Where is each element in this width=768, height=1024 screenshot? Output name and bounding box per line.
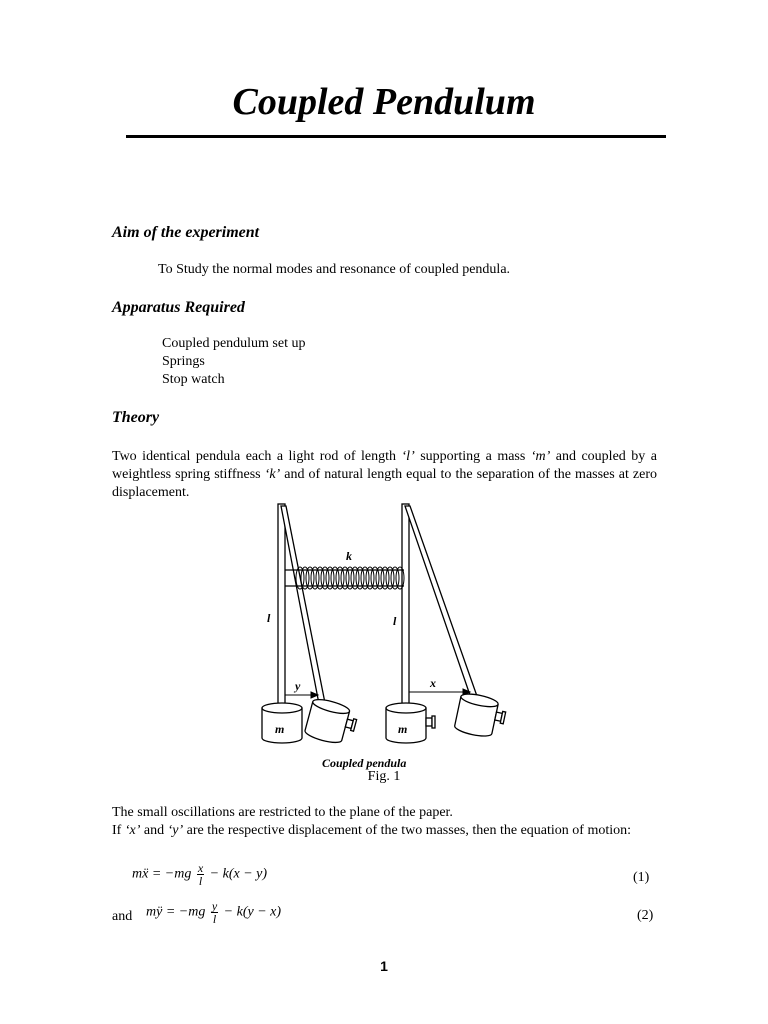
left-stand-post <box>278 504 285 706</box>
label-l-right: l <box>393 614 397 628</box>
coupled-pendulum-figure <box>250 500 520 772</box>
figure-caption: Coupled pendula <box>322 756 407 770</box>
symbol-x: ‘x’ <box>124 823 141 838</box>
page-number: 1 <box>380 958 388 974</box>
label-m-left: m <box>275 722 285 736</box>
fraction: $\frac{y}{l}$ <box>211 899 218 926</box>
right-swinging-bob <box>454 692 508 741</box>
theory-text: Two identical pendula each a light rod of length <box>112 449 402 464</box>
motion-sentence-1: The small oscillations are restricted to the plane of the paper. <box>112 805 453 820</box>
label-k: k <box>346 549 352 563</box>
apparatus-item: Coupled pendulum set up <box>162 336 306 351</box>
equation-1: mẍ = −mg $\frac{x}{l}$ − k(x − y) <box>132 861 268 888</box>
theory-text: and of natural length equal to the separation of the masses at zero displacement. <box>112 467 658 500</box>
motion-paragraph <box>112 804 657 840</box>
symbol-m: ‘m’ <box>530 449 551 464</box>
theory-paragraph <box>112 448 657 502</box>
theory-text: supporting a mass <box>414 449 531 464</box>
theory-heading: Theory <box>112 409 160 426</box>
left-pendulum-rod <box>281 506 325 704</box>
aim-heading: Aim of the experiment <box>112 224 260 241</box>
right-stand-post <box>402 504 409 706</box>
right-pendulum-rod <box>405 506 478 701</box>
equation-1-number: (1) <box>633 870 650 885</box>
right-base-mass <box>386 703 435 743</box>
apparatus-list <box>162 335 306 389</box>
label-m-right: m <box>398 722 408 736</box>
label-x: x <box>430 676 436 690</box>
apparatus-heading: Apparatus Required <box>112 299 245 316</box>
equation-2-number: (2) <box>637 908 654 923</box>
equation-2: mÿ = −mg $\frac{y}{l}$ − k(y − x) <box>146 899 282 926</box>
apparatus-item: Springs <box>162 354 205 369</box>
fraction: $\frac{x}{l}$ <box>197 861 204 888</box>
symbol-y: ‘y’ <box>167 823 184 838</box>
title-divider <box>126 135 666 138</box>
aim-text: To Study the normal modes and resonance of coupled pendula. <box>158 262 511 277</box>
equation-2-and: and <box>112 909 133 924</box>
symbol-k: ‘k’ <box>264 467 281 482</box>
page-title: Coupled Pendulum <box>232 81 536 123</box>
symbol-l: ‘l’ <box>401 449 415 464</box>
apparatus-item: Stop watch <box>162 372 225 387</box>
left-swinging-bob <box>304 697 360 748</box>
theory-text: and coupled by a weightless spring stiffness <box>112 449 657 482</box>
label-l-left: l <box>267 611 271 625</box>
motion-sentence-2: If ‘x’ and ‘y’ are the respective displacement of the two masses, then the equation of motion: <box>112 823 632 838</box>
figure-label: Fig. 1 <box>367 769 401 784</box>
label-y: y <box>295 679 301 693</box>
